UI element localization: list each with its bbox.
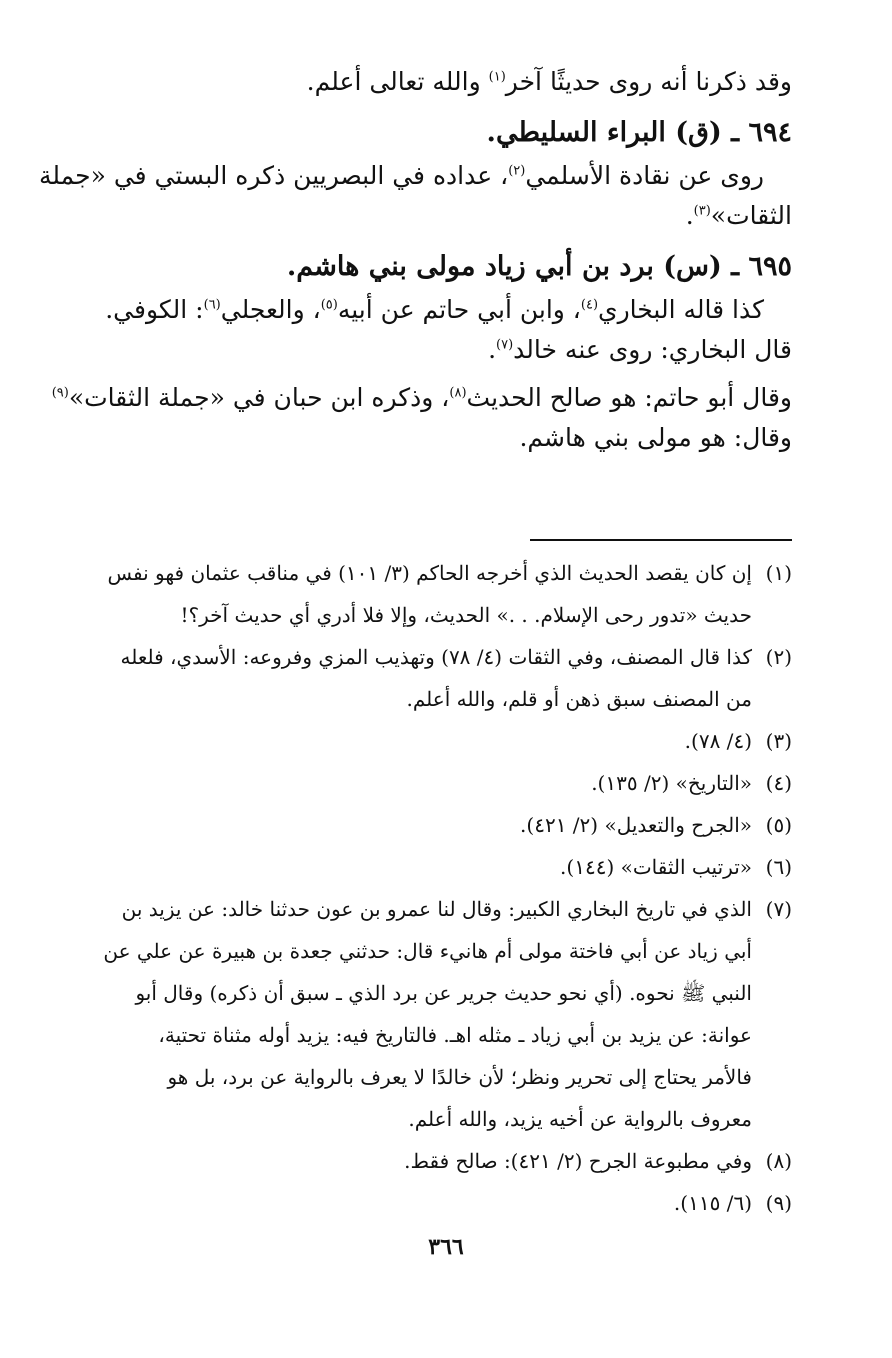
footnote-ref[interactable]: (٨) bbox=[449, 385, 467, 401]
footnote-7-cont: أبي زياد عن أبي فاختة مولى أم هانيء قال: حدثني جعدة بن هبيرة عن علي عن bbox=[103, 939, 752, 963]
footnote-7: (٧)الذي في تاريخ البخاري الكبير: وقال لنا عمرو بن عون حدثنا خالد: عن يزيد بن bbox=[121, 897, 792, 921]
footnote-3: (٣)(٤/ ٧٨). bbox=[684, 729, 792, 753]
footnote-7-cont: النبي ﷺ نحوه. (أي نحو حديث جرير عن برد الذي ـ سبق أن ذكره) وقال أبو bbox=[135, 981, 752, 1005]
footnote-ref[interactable]: (٢) bbox=[508, 163, 526, 179]
footnote-ref[interactable]: (٤) bbox=[580, 297, 599, 313]
footnote-7-cont: معروف بالرواية عن أخيه يزيد، والله أعلم. bbox=[408, 1107, 752, 1131]
footnote-ref[interactable]: (٧) bbox=[496, 337, 514, 353]
footnote-7-cont: فالأمر يحتاج إلى تحرير ونظر؛ لأن خالدًا لا يعرف بالرواية عن برد، بل هو bbox=[167, 1065, 752, 1089]
text-line: قال البخاري: روى عنه خالد$^{(٧)}$. bbox=[488, 335, 792, 364]
footnote-ref[interactable]: (٣) bbox=[693, 203, 711, 219]
footnote-5: (٥)«الجرح والتعديل» (٢/ ٤٢١). bbox=[520, 813, 792, 837]
footnote-ref[interactable]: (١) bbox=[488, 69, 506, 85]
footnote-6: (٦)«ترتيب الثقات» (١٤٤). bbox=[560, 855, 792, 879]
text-line: روى عن نقادة الأسلمي$^{(٢)}$، عداده في البصريين ذكره البستي في «جملة bbox=[38, 161, 764, 190]
footnote-2-cont: من المصنف سبق ذهن أو قلم، والله أعلم. bbox=[406, 687, 752, 711]
page-number: ٣٦٦ bbox=[428, 1234, 464, 1260]
footnote-ref[interactable]: (٥) bbox=[320, 297, 338, 313]
entry-heading-694: ٦٩٤ ـ (ق) البراء السليطي. bbox=[486, 117, 792, 148]
footnote-8: (٨)وفي مطبوعة الجرح (٢/ ٤٢١): صالح فقط. bbox=[404, 1149, 792, 1173]
main-text bbox=[38, 62, 792, 458]
text-line: وقال أبو حاتم: هو صالح الحديث$^{(٨)}$، وذكره ابن حبان في «جملة الثقات»$^{(٩)}$ bbox=[51, 383, 792, 412]
text-line: وقد ذكرنا أنه روى حديثًا آخر$^{(١)}$ والله تعالى أعلم. bbox=[306, 67, 792, 96]
footnote-ref[interactable]: (٩) bbox=[51, 385, 69, 401]
footnote-2: (٢)كذا قال المصنف، وفي الثقات (٤/ ٧٨) وتهذيب المزي وفروعه: الأسدي، فلعله bbox=[120, 645, 792, 669]
footnote-9: (٩)(٦/ ١١٥). bbox=[673, 1191, 792, 1215]
footnote-7-cont: عوانة: عن يزيد بن أبي زياد ـ مثله اهـ. فالتاريخ فيه: يزيد أوله مثناة تحتية، bbox=[158, 1023, 752, 1047]
entry-heading-695: ٦٩٥ ـ (س) برد بن أبي زياد مولى بني هاشم. bbox=[286, 251, 792, 282]
footnote-1-cont: حديث «تدور رحى الإسلام. . .» الحديث، وإلا فلا أدري أي حديث آخر؟! bbox=[180, 603, 752, 627]
text-line: وقال: هو مولى بني هاشم. bbox=[519, 423, 792, 452]
footnote-1: (١)إن كان يقصد الحديث الذي أخرجه الحاكم (٣/ ١٠١) في مناقب عثمان فهو نفس bbox=[107, 561, 792, 585]
text-line: كذا قاله البخاري$^{(٤)}$، وابن أبي حاتم عن أبيه$^{(٥)}$، والعجلي$^{(٦)}$: الكوفي. bbox=[105, 295, 764, 324]
footnotes bbox=[82, 552, 792, 1224]
footnote-divider bbox=[530, 539, 792, 541]
footnote-4: (٤)«التاريخ» (٢/ ١٣٥). bbox=[591, 771, 792, 795]
footnote-ref[interactable]: (٦) bbox=[203, 297, 221, 313]
text-line: الثقات»$^{(٣)}$. bbox=[685, 201, 792, 230]
